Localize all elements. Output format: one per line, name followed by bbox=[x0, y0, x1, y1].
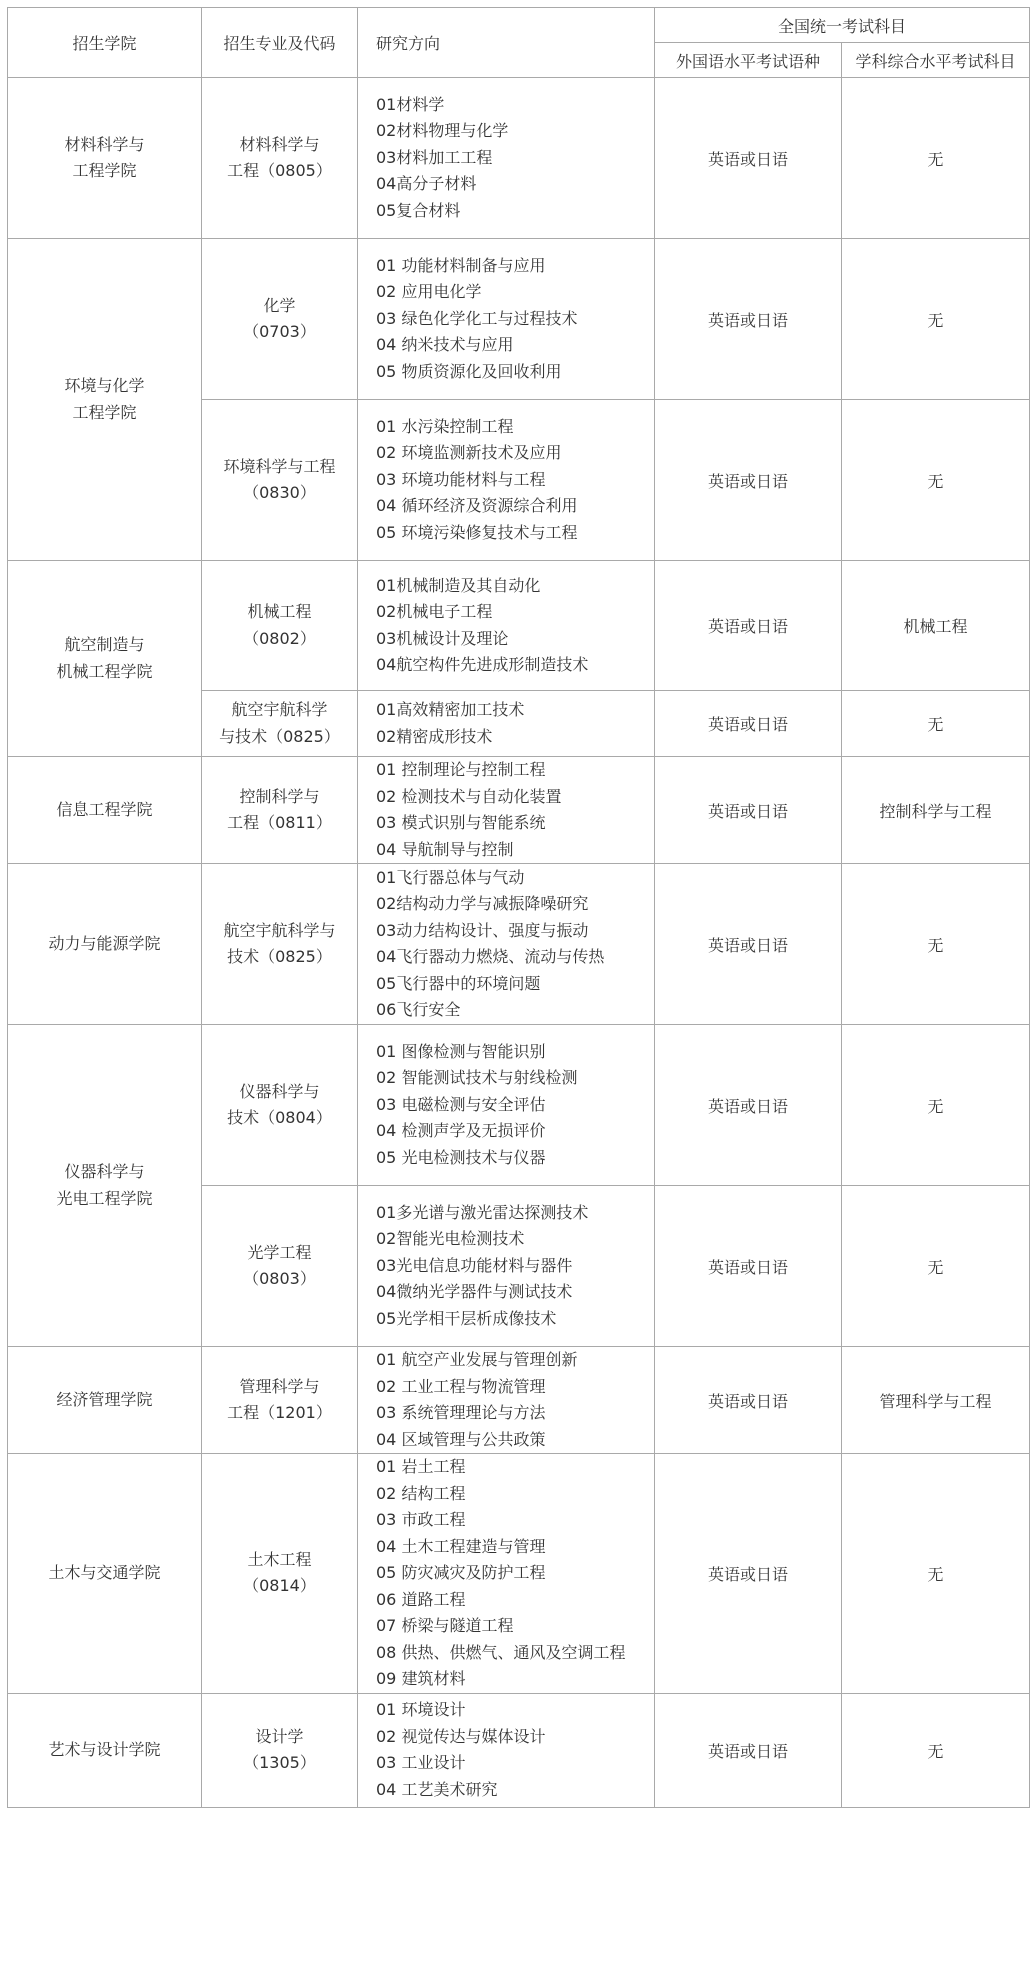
direction-item: 03光电信息功能材料与器件 bbox=[376, 1255, 573, 1275]
direction-item: 03动力结构设计、强度与振动 bbox=[376, 920, 589, 940]
direction-item: 05光学相干层析成像技术 bbox=[376, 1308, 557, 1328]
college-name-line: 艺术与设计学院 bbox=[48, 1739, 161, 1759]
direction-item: 04航空构件先进成形制造技术 bbox=[376, 655, 589, 674]
college-name-line: 光电工程学院 bbox=[56, 1188, 153, 1208]
direction-item: 01 功能材料制备与应用 bbox=[376, 255, 546, 275]
major-name-line: 机械工程 bbox=[247, 602, 312, 621]
major-name-line: 航空宇航科学与 bbox=[223, 920, 336, 940]
table-row bbox=[8, 1693, 1030, 1807]
major-name-line: 工程（1201） bbox=[227, 1403, 332, 1422]
major-cell bbox=[202, 1454, 358, 1694]
direction-item: 04 区域管理与公共政策 bbox=[376, 1429, 546, 1449]
direction-item: 01机械制造及其自动化 bbox=[376, 575, 541, 595]
major-name-line: （0803） bbox=[243, 1269, 316, 1288]
language-cell: 英语或日语 bbox=[655, 400, 842, 561]
direction-item: 02 结构工程 bbox=[376, 1483, 466, 1503]
language-cell: 英语或日语 bbox=[655, 1347, 842, 1454]
direction-item: 06 道路工程 bbox=[376, 1589, 466, 1609]
major-name-line: （0830） bbox=[243, 483, 316, 502]
major-name-line: 技术（0825） bbox=[227, 947, 332, 966]
major-cell bbox=[202, 78, 358, 239]
major-name-line: （1305） bbox=[243, 1753, 316, 1772]
direction-item: 05复合材料 bbox=[376, 200, 461, 220]
direction-item: 02 工业工程与物流管理 bbox=[376, 1376, 546, 1396]
college-cell bbox=[8, 1693, 202, 1807]
admissions-table bbox=[7, 7, 1030, 1808]
direction-item: 03机械设计及理论 bbox=[376, 628, 509, 648]
major-cell bbox=[202, 864, 358, 1025]
direction-item: 01 控制理论与控制工程 bbox=[376, 760, 546, 779]
table-row bbox=[8, 239, 1030, 400]
direction-item: 03 环境功能材料与工程 bbox=[376, 469, 546, 489]
direction-item: 01 水污染控制工程 bbox=[376, 416, 514, 436]
college-cell bbox=[8, 757, 202, 864]
major-cell bbox=[202, 1347, 358, 1454]
major-name-line: 材料科学与 bbox=[239, 134, 320, 154]
comprehensive-cell: 无 bbox=[842, 239, 1030, 400]
direction-cell bbox=[358, 1454, 655, 1694]
direction-item: 01多光谱与激光雷达探测技术 bbox=[376, 1202, 589, 1222]
direction-item: 08 供热、供燃气、通风及空调工程 bbox=[376, 1642, 626, 1662]
direction-cell bbox=[358, 1186, 655, 1347]
college-name-line: 动力与能源学院 bbox=[48, 933, 161, 953]
direction-cell bbox=[358, 757, 655, 864]
header-college: 招生学院 bbox=[8, 8, 202, 78]
college-name-line: 土木与交通学院 bbox=[48, 1563, 161, 1582]
direction-item: 01材料学 bbox=[376, 94, 445, 114]
table-row bbox=[8, 757, 1030, 864]
language-cell: 英语或日语 bbox=[655, 239, 842, 400]
direction-item: 03材料加工工程 bbox=[376, 147, 493, 167]
major-name-line: 工程（0805） bbox=[227, 161, 332, 180]
direction-item: 04微纳光学器件与测试技术 bbox=[376, 1282, 573, 1302]
direction-item: 02智能光电检测技术 bbox=[376, 1229, 525, 1249]
direction-item: 01 航空产业发展与管理创新 bbox=[376, 1350, 578, 1369]
college-cell bbox=[8, 864, 202, 1025]
direction-cell bbox=[358, 78, 655, 239]
direction-item: 05 物质资源化及回收利用 bbox=[376, 361, 562, 381]
language-cell: 英语或日语 bbox=[655, 1186, 842, 1347]
college-cell bbox=[8, 78, 202, 239]
major-name-line: 技术（0804） bbox=[227, 1108, 332, 1127]
major-name-line: （0703） bbox=[243, 322, 316, 341]
college-name-line: 信息工程学院 bbox=[56, 799, 153, 819]
major-name-line: 管理科学与 bbox=[239, 1376, 320, 1396]
direction-item: 03 系统管理理论与方法 bbox=[376, 1403, 546, 1422]
direction-item: 01飞行器总体与气动 bbox=[376, 867, 525, 887]
header-comprehensive: 学科综合水平考试科目 bbox=[842, 43, 1030, 78]
direction-cell bbox=[358, 864, 655, 1025]
comprehensive-cell: 管理科学与工程 bbox=[842, 1347, 1030, 1454]
language-cell: 英语或日语 bbox=[655, 561, 842, 691]
major-cell bbox=[202, 239, 358, 400]
comprehensive-cell: 无 bbox=[842, 1025, 1030, 1186]
language-cell: 英语或日语 bbox=[655, 1025, 842, 1186]
college-cell bbox=[8, 1454, 202, 1694]
header-language: 外国语水平考试语种 bbox=[655, 43, 842, 78]
major-name-line: 土木工程 bbox=[247, 1549, 312, 1569]
table-row bbox=[8, 1025, 1030, 1186]
direction-item: 02 环境监测新技术及应用 bbox=[376, 443, 562, 463]
direction-cell bbox=[358, 239, 655, 400]
comprehensive-cell: 无 bbox=[842, 1186, 1030, 1347]
major-cell bbox=[202, 1693, 358, 1807]
direction-item: 02机械电子工程 bbox=[376, 602, 493, 621]
table-body bbox=[8, 78, 1030, 1808]
direction-item: 03 工业设计 bbox=[376, 1753, 466, 1772]
direction-item: 02 视觉传达与媒体设计 bbox=[376, 1726, 546, 1746]
header-major: 招生专业及代码 bbox=[202, 8, 358, 78]
comprehensive-cell: 无 bbox=[842, 400, 1030, 561]
direction-item: 04飞行器动力燃烧、流动与传热 bbox=[376, 947, 605, 966]
header-direction: 研究方向 bbox=[358, 8, 655, 78]
direction-item: 02 应用电化学 bbox=[376, 282, 482, 302]
comprehensive-cell: 无 bbox=[842, 691, 1030, 757]
major-name-line: 航空宇航科学 bbox=[231, 700, 328, 719]
college-name-line: 仪器科学与 bbox=[64, 1162, 145, 1181]
language-cell: 英语或日语 bbox=[655, 757, 842, 864]
major-cell bbox=[202, 1025, 358, 1186]
direction-item: 04 导航制导与控制 bbox=[376, 839, 514, 859]
direction-item: 03 电磁检测与安全评估 bbox=[376, 1094, 546, 1114]
college-name-line: 经济管理学院 bbox=[56, 1389, 153, 1409]
major-cell bbox=[202, 400, 358, 561]
direction-item: 03 市政工程 bbox=[376, 1510, 466, 1529]
college-cell bbox=[8, 1347, 202, 1454]
college-cell bbox=[8, 1025, 202, 1347]
major-cell bbox=[202, 561, 358, 691]
direction-cell bbox=[358, 1347, 655, 1454]
major-name-line: 与技术（0825） bbox=[219, 726, 340, 746]
direction-item: 05 防灾减灾及防护工程 bbox=[376, 1563, 546, 1582]
direction-item: 04高分子材料 bbox=[376, 174, 477, 194]
college-name-line: 材料科学与 bbox=[64, 134, 145, 154]
direction-item: 02 智能测试技术与射线检测 bbox=[376, 1068, 578, 1088]
direction-cell bbox=[358, 1025, 655, 1186]
major-name-line: 仪器科学与 bbox=[239, 1081, 320, 1101]
major-name-line: 控制科学与 bbox=[239, 786, 320, 806]
table-row bbox=[8, 1347, 1030, 1454]
major-cell bbox=[202, 691, 358, 757]
direction-cell bbox=[358, 1693, 655, 1807]
comprehensive-cell: 无 bbox=[842, 78, 1030, 239]
header-exam-group: 全国统一考试科目 bbox=[655, 8, 1030, 43]
direction-item: 04 循环经济及资源综合利用 bbox=[376, 496, 578, 516]
major-name-line: 化学 bbox=[263, 295, 296, 315]
direction-item: 09 建筑材料 bbox=[376, 1669, 466, 1688]
table-row bbox=[8, 864, 1030, 1025]
direction-item: 07 桥梁与隧道工程 bbox=[376, 1616, 514, 1635]
comprehensive-cell: 机械工程 bbox=[842, 561, 1030, 691]
comprehensive-cell: 无 bbox=[842, 1454, 1030, 1694]
major-cell bbox=[202, 1186, 358, 1347]
table-row bbox=[8, 1454, 1030, 1694]
direction-item: 05飞行器中的环境问题 bbox=[376, 973, 541, 993]
direction-item: 01高效精密加工技术 bbox=[376, 700, 525, 719]
college-name-line: 机械工程学院 bbox=[56, 661, 153, 681]
table-header bbox=[8, 8, 1030, 78]
direction-item: 01 图像检测与智能识别 bbox=[376, 1041, 546, 1061]
college-name-line: 环境与化学 bbox=[64, 376, 145, 395]
major-name-line: 工程（0811） bbox=[227, 813, 332, 832]
college-name-line: 工程学院 bbox=[72, 161, 137, 180]
college-cell bbox=[8, 239, 202, 561]
comprehensive-cell: 控制科学与工程 bbox=[842, 757, 1030, 864]
language-cell: 英语或日语 bbox=[655, 1693, 842, 1807]
college-name-line: 航空制造与 bbox=[64, 635, 145, 654]
table-row bbox=[8, 561, 1030, 691]
direction-item: 04 纳米技术与应用 bbox=[376, 335, 514, 355]
major-name-line: 光学工程 bbox=[247, 1242, 312, 1262]
language-cell: 英语或日语 bbox=[655, 864, 842, 1025]
major-name-line: （0802） bbox=[243, 628, 316, 648]
direction-item: 03 绿色化学化工与过程技术 bbox=[376, 308, 578, 328]
direction-item: 06飞行安全 bbox=[376, 1000, 461, 1019]
college-cell bbox=[8, 561, 202, 757]
table-row bbox=[8, 78, 1030, 239]
direction-item: 03 模式识别与智能系统 bbox=[376, 813, 546, 832]
major-cell bbox=[202, 757, 358, 864]
language-cell: 英语或日语 bbox=[655, 78, 842, 239]
direction-item: 04 检测声学及无损评价 bbox=[376, 1121, 546, 1141]
direction-item: 02 检测技术与自动化装置 bbox=[376, 786, 562, 806]
direction-item: 05 环境污染修复技术与工程 bbox=[376, 522, 578, 542]
major-name-line: 设计学 bbox=[255, 1726, 304, 1746]
direction-cell bbox=[358, 691, 655, 757]
direction-item: 02精密成形技术 bbox=[376, 726, 493, 746]
direction-item: 04 土木工程建造与管理 bbox=[376, 1536, 546, 1556]
language-cell: 英语或日语 bbox=[655, 1454, 842, 1694]
major-name-line: （0814） bbox=[243, 1576, 316, 1596]
college-name-line: 工程学院 bbox=[72, 402, 137, 422]
direction-item: 02材料物理与化学 bbox=[376, 121, 509, 141]
direction-item: 01 岩土工程 bbox=[376, 1457, 466, 1476]
direction-cell bbox=[358, 400, 655, 561]
language-cell: 英语或日语 bbox=[655, 691, 842, 757]
direction-item: 01 环境设计 bbox=[376, 1700, 466, 1719]
comprehensive-cell: 无 bbox=[842, 1693, 1030, 1807]
direction-item: 04 工艺美术研究 bbox=[376, 1779, 498, 1799]
major-name-line: 环境科学与工程 bbox=[223, 456, 336, 476]
comprehensive-cell: 无 bbox=[842, 864, 1030, 1025]
direction-item: 02结构动力学与减振降噪研究 bbox=[376, 894, 589, 913]
direction-item: 05 光电检测技术与仪器 bbox=[376, 1147, 546, 1167]
direction-cell bbox=[358, 561, 655, 691]
